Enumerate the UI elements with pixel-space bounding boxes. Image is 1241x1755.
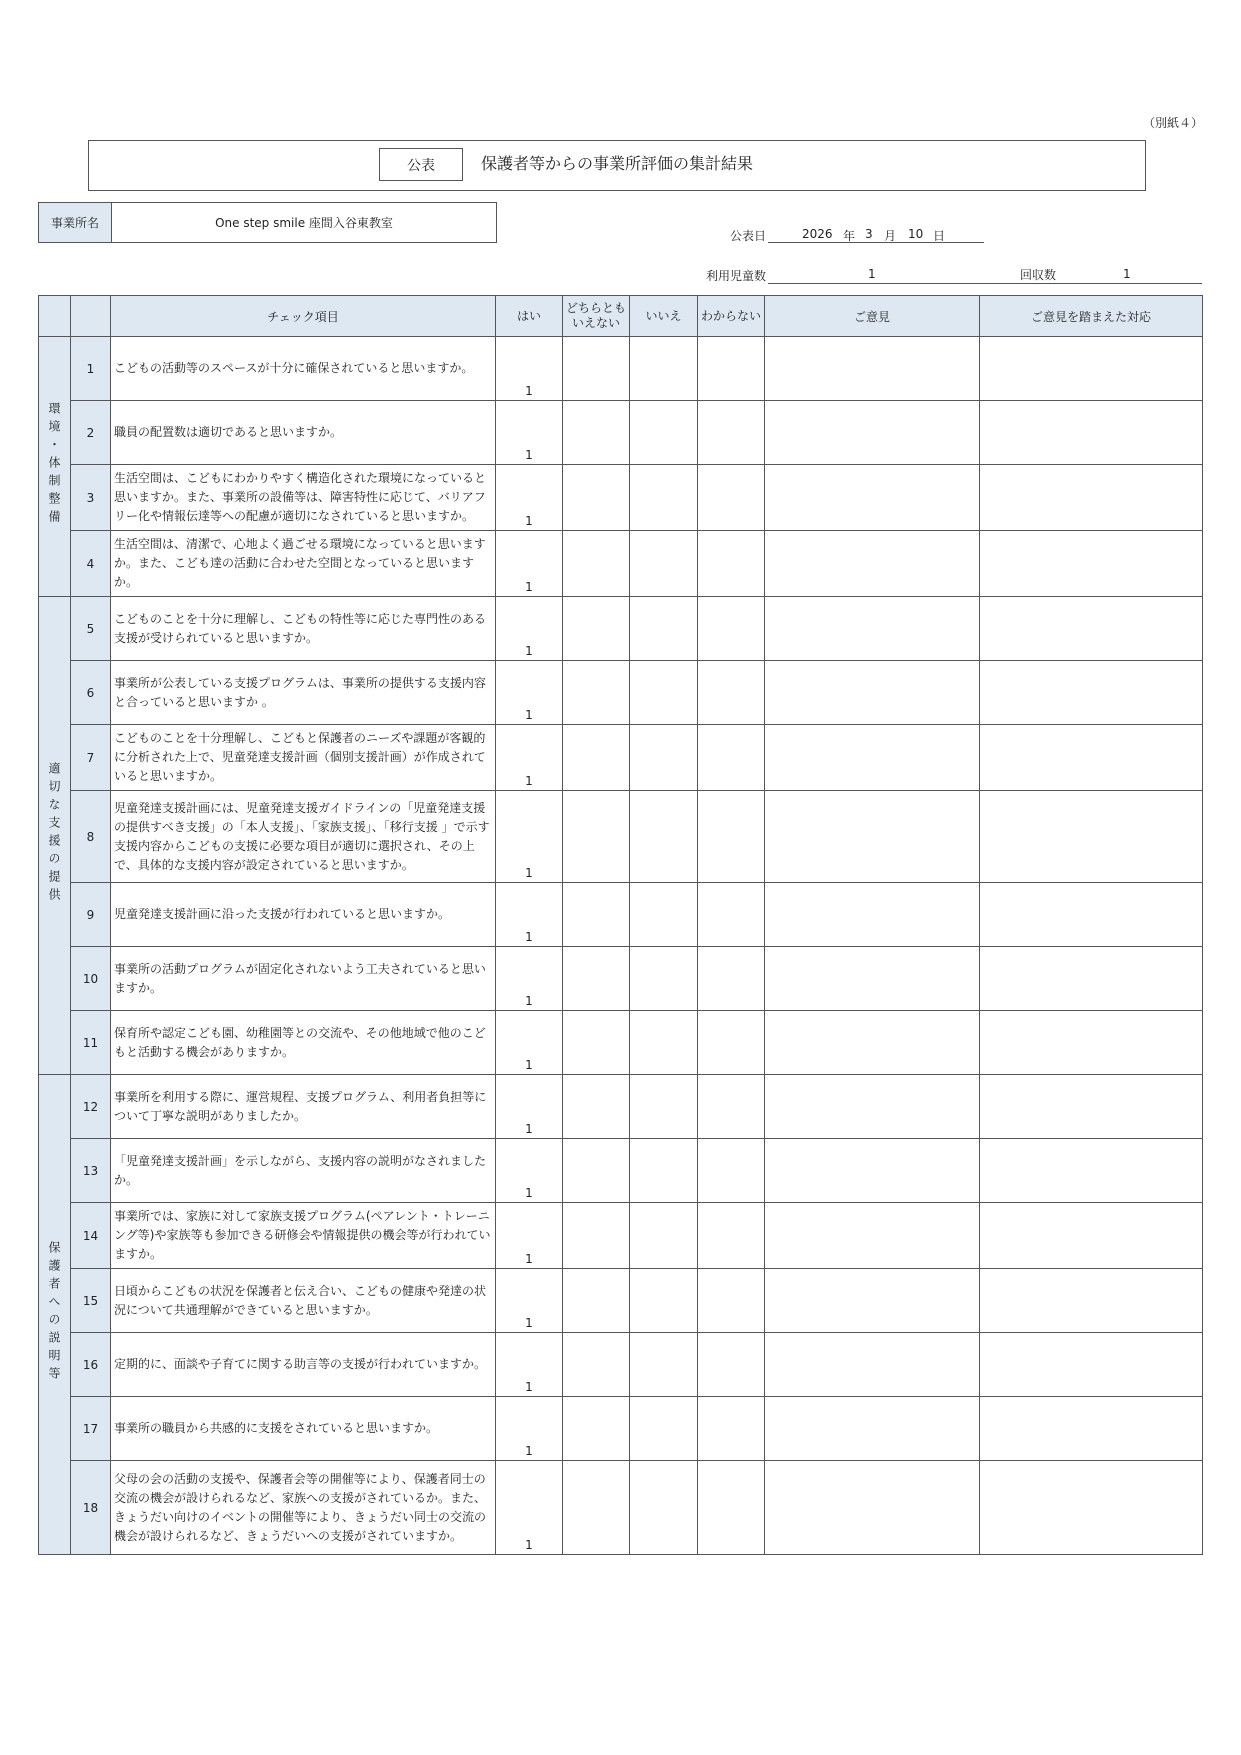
unknown-count xyxy=(698,1011,765,1075)
row-number: 12 xyxy=(71,1075,111,1139)
neither-count xyxy=(563,597,630,661)
response-cell xyxy=(980,1075,1203,1139)
category-label: 保護者への説明等 xyxy=(47,1241,61,1385)
opinion-cell xyxy=(765,1269,980,1333)
header-neither-line1: どちらとも xyxy=(565,301,626,315)
row-number: 7 xyxy=(71,725,111,791)
row-number: 3 xyxy=(71,465,111,531)
check-item-text: 事業所では、家族に対して家族支援プログラム(ペアレント・トレーニング等)や家族等も参加できる研修会や情報提供の機会等が行われていますか。 xyxy=(111,1203,496,1269)
neither-count xyxy=(563,1397,630,1461)
check-item-text: 事業所の職員から共感的に支援をされていると思いますか。 xyxy=(111,1397,496,1461)
table-row xyxy=(39,1461,1203,1555)
yes-count: 1 xyxy=(496,337,563,401)
table-row xyxy=(39,401,1203,465)
yes-count: 1 xyxy=(496,1075,563,1139)
counts-underline xyxy=(768,283,1202,284)
yes-count: 1 xyxy=(496,883,563,947)
unknown-count xyxy=(698,1139,765,1203)
no-count xyxy=(630,1203,698,1269)
public-badge: 公表 xyxy=(379,148,463,181)
category-cell xyxy=(39,1075,71,1555)
unknown-count xyxy=(698,465,765,531)
no-count xyxy=(630,401,698,465)
response-cell xyxy=(980,465,1203,531)
header-opinion: ご意見 xyxy=(765,296,980,337)
row-number: 15 xyxy=(71,1269,111,1333)
yes-count: 1 xyxy=(496,1397,563,1461)
header-neither-line2: いえない xyxy=(571,316,620,330)
neither-count xyxy=(563,725,630,791)
no-count xyxy=(630,531,698,597)
yes-count: 1 xyxy=(496,725,563,791)
row-number: 18 xyxy=(71,1461,111,1555)
row-number: 1 xyxy=(71,337,111,401)
opinion-cell xyxy=(765,1139,980,1203)
check-item-text: こどものことを十分理解し、こどもと保護者のニーズや課題が客観的に分析された上で、児童発達支援計画（個別支援計画）が作成されていると思いますか。 xyxy=(111,725,496,791)
check-item-text: 父母の会の活動の支援や、保護者会等の開催等により、保護者同士の交流の機会が設けられるなど、家族への支援がされているか。また、きょうだい向けのイベントの開催等により、きょうだい同士の交流の機会が設けられるなど、きょうだいへの支援がされていますか。 xyxy=(111,1461,496,1555)
response-cell xyxy=(980,597,1203,661)
no-count xyxy=(630,465,698,531)
check-item-text: 日頃からこどもの状況を保護者と伝え合い、こどもの健康や発達の状況について共通理解ができていると思いますか。 xyxy=(111,1269,496,1333)
response-cell xyxy=(980,947,1203,1011)
evaluation-table xyxy=(38,295,1203,1555)
unknown-count xyxy=(698,661,765,725)
neither-count xyxy=(563,947,630,1011)
header-number-blank xyxy=(71,296,111,337)
no-count xyxy=(630,1461,698,1555)
unknown-count xyxy=(698,1461,765,1555)
table-body xyxy=(39,337,1203,1555)
no-count xyxy=(630,1139,698,1203)
neither-count xyxy=(563,401,630,465)
yes-count: 1 xyxy=(496,401,563,465)
check-item-text: 事業所が公表している支援プログラムは、事業所の提供する支援内容と合っていると思いますか 。 xyxy=(111,661,496,725)
unknown-count xyxy=(698,1269,765,1333)
opinion-cell xyxy=(765,1075,980,1139)
yes-count: 1 xyxy=(496,1269,563,1333)
row-number: 8 xyxy=(71,791,111,883)
opinion-cell xyxy=(765,1203,980,1269)
row-number: 2 xyxy=(71,401,111,465)
yes-count: 1 xyxy=(496,531,563,597)
table-header-row xyxy=(39,296,1203,337)
publication-day-unit: 日 xyxy=(933,229,946,243)
yes-count: 1 xyxy=(496,1203,563,1269)
response-cell xyxy=(980,1461,1203,1555)
table-row xyxy=(39,1333,1203,1397)
check-item-text: こどもの活動等のスペースが十分に確保されていると思いますか。 xyxy=(111,337,496,401)
page-title: 保護者等からの事業所評価の集計結果 xyxy=(481,154,754,173)
check-item-text: 生活空間は、清潔で、心地よく過ごせる環境になっていると思いますか。また、こども達の活動に合わせた空間となっていると思いますか。 xyxy=(111,531,496,597)
yes-count: 1 xyxy=(496,1461,563,1555)
check-item-text: 児童発達支援計画に沿った支援が行われていると思いますか。 xyxy=(111,883,496,947)
no-count xyxy=(630,1075,698,1139)
publication-date-underline xyxy=(768,242,984,243)
row-number: 5 xyxy=(71,597,111,661)
publication-year: 2026 xyxy=(802,227,833,241)
response-cell xyxy=(980,661,1203,725)
neither-count xyxy=(563,661,630,725)
header-response: ご意見を踏まえた対応 xyxy=(980,296,1203,337)
check-item-text: 定期的に、面談や子育てに関する助言等の支援が行われていますか。 xyxy=(111,1333,496,1397)
office-name: One step smile 座間入谷東教室 xyxy=(215,216,393,230)
no-count xyxy=(630,725,698,791)
table-row xyxy=(39,947,1203,1011)
yes-count: 1 xyxy=(496,597,563,661)
no-count xyxy=(630,883,698,947)
response-cell xyxy=(980,337,1203,401)
unknown-count xyxy=(698,337,765,401)
publication-day: 10 xyxy=(908,227,924,241)
response-cell xyxy=(980,1011,1203,1075)
response-cell xyxy=(980,1139,1203,1203)
row-number: 13 xyxy=(71,1139,111,1203)
row-number: 11 xyxy=(71,1011,111,1075)
no-count xyxy=(630,947,698,1011)
neither-count xyxy=(563,1269,630,1333)
row-number: 17 xyxy=(71,1397,111,1461)
check-item-text: 事業所を利用する際に、運営規程、支援プログラム、利用者負担等について丁寧な説明がありましたか。 xyxy=(111,1075,496,1139)
check-item-text: こどものことを十分に理解し、こどもの特性等に応じた専門性のある支援が受けられていると思いますか。 xyxy=(111,597,496,661)
category-cell xyxy=(39,597,71,1075)
response-cell xyxy=(980,725,1203,791)
neither-count xyxy=(563,465,630,531)
table-row xyxy=(39,1203,1203,1269)
annex-label: （別紙４） xyxy=(1143,116,1204,130)
neither-count xyxy=(563,1011,630,1075)
yes-count: 1 xyxy=(496,947,563,1011)
unknown-count xyxy=(698,883,765,947)
opinion-cell xyxy=(765,661,980,725)
opinion-cell xyxy=(765,337,980,401)
opinion-cell xyxy=(765,531,980,597)
publication-date-label: 公表日 xyxy=(730,229,767,243)
check-item-text: 生活空間は、こどもにわかりやすく構造化された環境になっていると思いますか。また、事業所の設備等は、障害特性に応じて、バリアフリー化や情報伝達等への配慮が適切になされていると思いますか。 xyxy=(111,465,496,531)
no-count xyxy=(630,1397,698,1461)
office-name-box xyxy=(38,202,497,243)
table-row xyxy=(39,661,1203,725)
table-row xyxy=(39,1139,1203,1203)
check-item-text: 児童発達支援計画には、児童発達支援ガイドラインの「児童発達支援の提供すべき支援」の「本人支援」、「家族支援」、「移行支援 」で示す支援内容からこどもの支援に必要な項目が適切に選択され、その上で、具体的な支援内容が設定されていると思いますか。 xyxy=(111,791,496,883)
table-row xyxy=(39,337,1203,401)
yes-count: 1 xyxy=(496,1139,563,1203)
response-cell xyxy=(980,1203,1203,1269)
unknown-count xyxy=(698,1397,765,1461)
response-cell xyxy=(980,401,1203,465)
header-neither xyxy=(563,296,630,337)
neither-count xyxy=(563,531,630,597)
category-label: 環境・体制整備 xyxy=(47,402,61,528)
opinion-cell xyxy=(765,791,980,883)
publication-month-unit: 月 xyxy=(884,229,897,243)
row-number: 6 xyxy=(71,661,111,725)
opinion-cell xyxy=(765,597,980,661)
check-item-text: 保育所や認定こども園、幼稚園等との交流や、その他地域で他のこどもと活動する機会がありますか。 xyxy=(111,1011,496,1075)
opinion-cell xyxy=(765,401,980,465)
check-item-text: 「児童発達支援計画」を示しながら、支援内容の説明がなされましたか。 xyxy=(111,1139,496,1203)
yes-count: 1 xyxy=(496,791,563,883)
unknown-count xyxy=(698,1203,765,1269)
opinion-cell xyxy=(765,725,980,791)
opinion-cell xyxy=(765,1333,980,1397)
category-cell xyxy=(39,337,71,597)
office-label: 事業所名 xyxy=(39,203,112,242)
no-count xyxy=(630,597,698,661)
opinion-cell xyxy=(765,1011,980,1075)
check-item-text: 事業所の活動プログラムが固定化されないよう工夫されていると思いますか。 xyxy=(111,947,496,1011)
table-row xyxy=(39,1269,1203,1333)
table-row xyxy=(39,597,1203,661)
no-count xyxy=(630,1333,698,1397)
neither-count xyxy=(563,1139,630,1203)
unknown-count xyxy=(698,1333,765,1397)
neither-count xyxy=(563,1075,630,1139)
neither-count xyxy=(563,883,630,947)
table-row xyxy=(39,1011,1203,1075)
table-row xyxy=(39,531,1203,597)
response-cell xyxy=(980,1269,1203,1333)
header-no: いいえ xyxy=(630,296,698,337)
publication-year-unit: 年 xyxy=(843,229,856,243)
unknown-count xyxy=(698,725,765,791)
responses-count-value: 1 xyxy=(1123,267,1131,281)
unknown-count xyxy=(698,597,765,661)
header-check-item: チェック項目 xyxy=(111,296,496,337)
unknown-count xyxy=(698,791,765,883)
unknown-count xyxy=(698,947,765,1011)
opinion-cell xyxy=(765,1397,980,1461)
row-number: 4 xyxy=(71,531,111,597)
unknown-count xyxy=(698,1075,765,1139)
header-yes: はい xyxy=(496,296,563,337)
header-unknown: わからない xyxy=(698,296,765,337)
response-cell xyxy=(980,883,1203,947)
yes-count: 1 xyxy=(496,465,563,531)
response-cell xyxy=(980,1333,1203,1397)
table-row xyxy=(39,791,1203,883)
yes-count: 1 xyxy=(496,1011,563,1075)
unknown-count xyxy=(698,531,765,597)
table-row xyxy=(39,1397,1203,1461)
opinion-cell xyxy=(765,1461,980,1555)
check-item-text: 職員の配置数は適切であると思いますか。 xyxy=(111,401,496,465)
users-count-label: 利用児童数 xyxy=(706,269,767,283)
neither-count xyxy=(563,1461,630,1555)
response-cell xyxy=(980,531,1203,597)
neither-count xyxy=(563,337,630,401)
no-count xyxy=(630,1011,698,1075)
opinion-cell xyxy=(765,883,980,947)
responses-count-label: 回収数 xyxy=(1020,268,1057,282)
no-count xyxy=(630,791,698,883)
no-count xyxy=(630,661,698,725)
table-row xyxy=(39,1075,1203,1139)
publication-month: 3 xyxy=(865,227,873,241)
opinion-cell xyxy=(765,947,980,1011)
category-label: 適切な支援の提供 xyxy=(47,762,61,906)
no-count xyxy=(630,337,698,401)
row-number: 10 xyxy=(71,947,111,1011)
response-cell xyxy=(980,791,1203,883)
table-row xyxy=(39,465,1203,531)
neither-count xyxy=(563,1203,630,1269)
row-number: 9 xyxy=(71,883,111,947)
opinion-cell xyxy=(765,465,980,531)
yes-count: 1 xyxy=(496,1333,563,1397)
neither-count xyxy=(563,1333,630,1397)
row-number: 14 xyxy=(71,1203,111,1269)
table-row xyxy=(39,883,1203,947)
users-count-value: 1 xyxy=(868,267,876,281)
no-count xyxy=(630,1269,698,1333)
table-row xyxy=(39,725,1203,791)
neither-count xyxy=(563,791,630,883)
response-cell xyxy=(980,1397,1203,1461)
unknown-count xyxy=(698,401,765,465)
header-category-blank xyxy=(39,296,71,337)
row-number: 16 xyxy=(71,1333,111,1397)
yes-count: 1 xyxy=(496,661,563,725)
